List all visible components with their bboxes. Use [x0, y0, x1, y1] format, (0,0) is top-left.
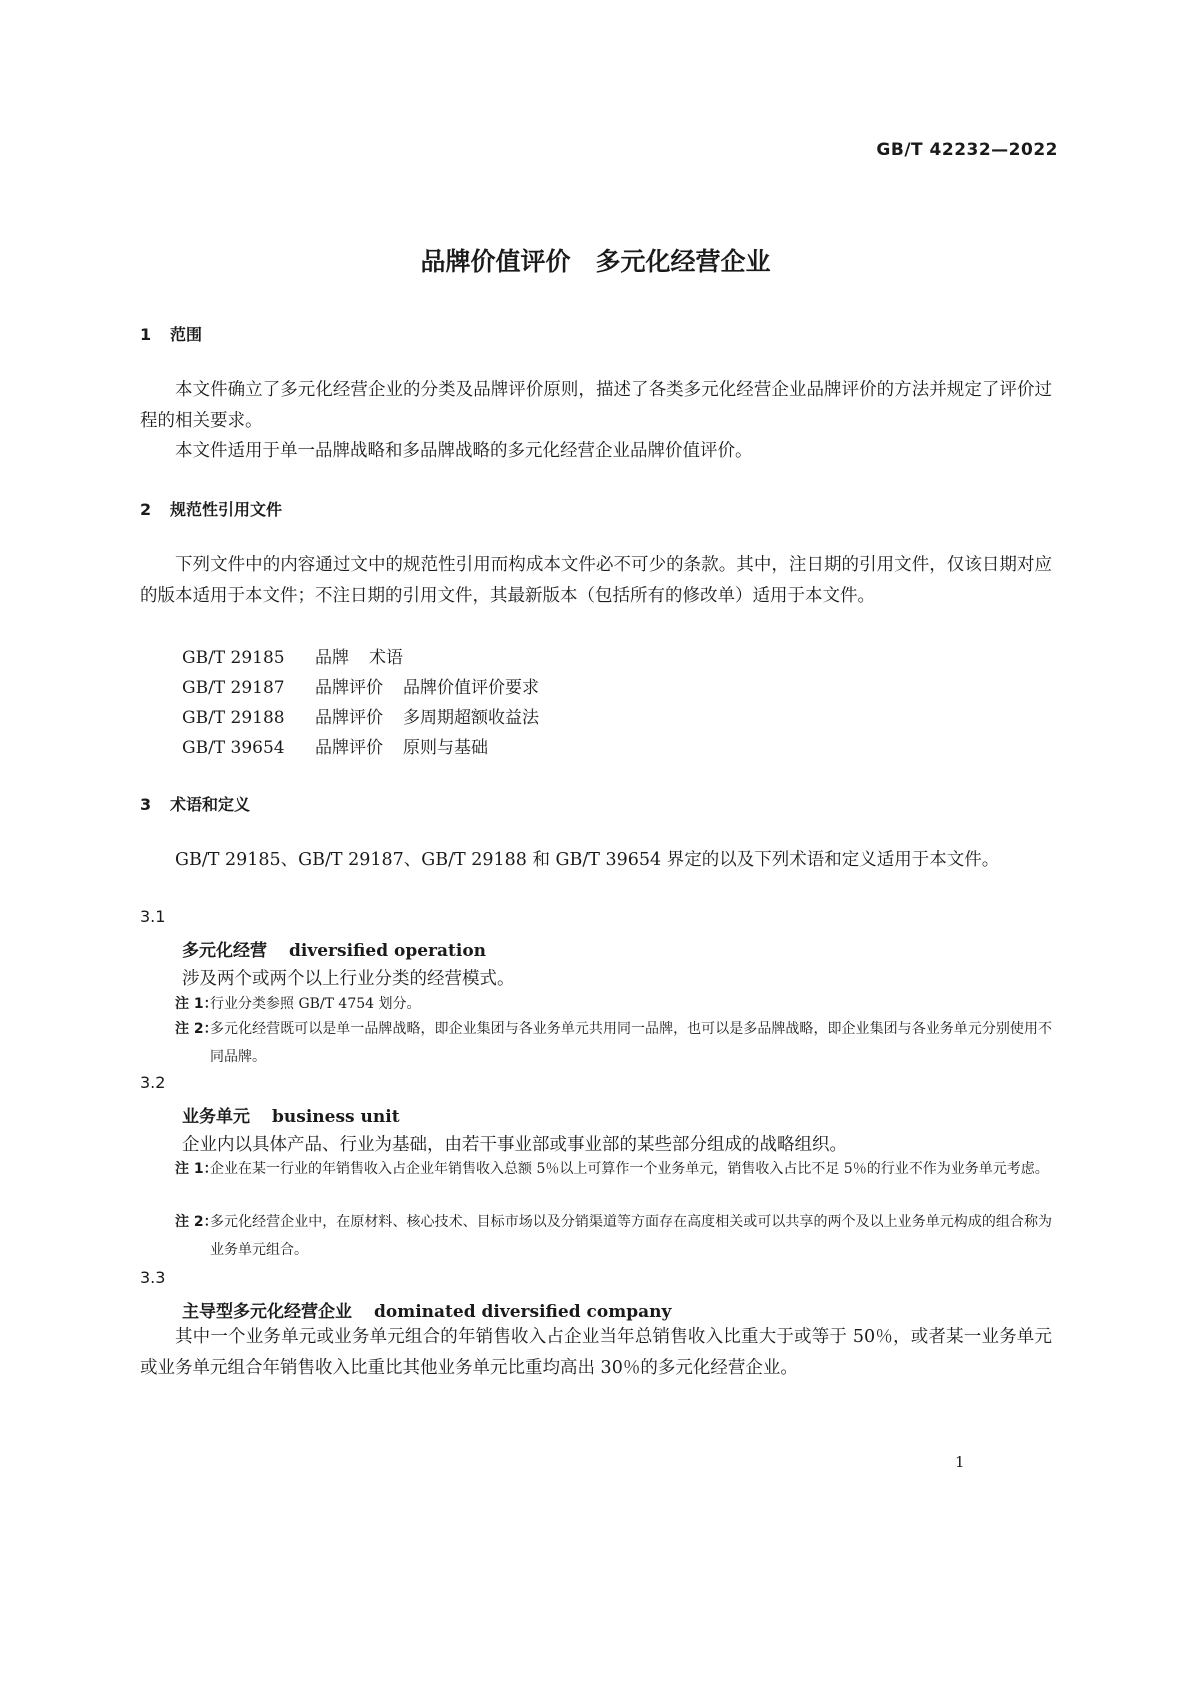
section-title: 术语和定义	[170, 795, 251, 814]
section-2-paragraph: 下列文件中的内容通过文中的规范性引用而构成本文件必不可少的条款。其中，注日期的引用文件，仅该日期对应的版本适用于本文件；不注日期的引用文件，其最新版本（包括所有的修改单）适用于本文件。	[140, 555, 1052, 606]
section-1-paragraph-2: 本文件适用于单一品牌战略和多品牌战略的多元化经营企业品牌价值评价。	[175, 441, 753, 461]
note-text: 多元化经营企业中，在原材料、核心技术、目标市场以及分销渠道等方面存在高度相关或可以共享的两个及以上业务单元构成的组合称为业务单元组合。	[210, 1214, 1052, 1258]
reference-code: GB/T 29187	[182, 678, 285, 698]
standard-number: GB/T 42232—2022	[876, 140, 1058, 160]
term-chinese: 业务单元	[182, 1107, 250, 1127]
reference-part1: 品牌评价	[315, 738, 383, 758]
clause-number: 3.1	[140, 907, 166, 926]
section-title: 规范性引用文件	[170, 500, 283, 519]
reference-item	[182, 703, 539, 728]
term-heading	[182, 1297, 671, 1322]
term-english: dominated diversified company	[374, 1302, 672, 1322]
section-1-paragraph-1: 本文件确立了多元化经营企业的分类及品牌评价原则，描述了各类多元化经营企业品牌评价的方法并规定了评价过程的相关要求。	[140, 380, 1052, 431]
section-3-heading	[140, 792, 250, 815]
reference-part2: 多周期超额收益法	[403, 708, 539, 728]
reference-code: GB/T 39654	[182, 738, 285, 758]
note-label: 注 1：	[175, 1161, 218, 1177]
section-number: 1	[140, 325, 152, 344]
section-title: 范围	[170, 325, 203, 344]
note	[175, 990, 1052, 1018]
term-definition: 企业内以具体产品、行业为基础，由若干事业部或事业部的某些部分组成的战略组织。	[182, 1135, 847, 1155]
term-heading	[182, 1102, 400, 1127]
term-chinese: 多元化经营	[182, 941, 267, 961]
term-definition: 涉及两个或两个以上行业分类的经营模式。	[182, 969, 515, 989]
note-label: 注 2：	[175, 1214, 218, 1230]
note-text: 多元化经营既可以是单一品牌战略，即企业集团与各业务单元共用同一品牌，也可以是多品牌战略，即企业集团与各业务单元分别使用不同品牌。	[210, 1021, 1052, 1065]
clause-number: 3.3	[140, 1268, 166, 1287]
reference-part1: 品牌评价	[315, 708, 383, 728]
term-definition: 其中一个业务单元或业务单元组合的年销售收入占企业当年总销售收入比重大于或等于 50％，或者某一业务单元或业务单元组合年销售收入比重比其他业务单元比重均高出 30％的多元化经营企业。	[140, 1327, 1052, 1378]
term-english: business unit	[272, 1107, 400, 1127]
note	[175, 1208, 1052, 1264]
note-label: 注 2：	[175, 1021, 218, 1037]
reference-part2: 术语	[369, 648, 403, 668]
reference-part2: 原则与基础	[403, 738, 488, 758]
section-2-heading	[140, 497, 282, 520]
term-heading	[182, 936, 486, 961]
note	[175, 1155, 1052, 1183]
term-english: diversified operation	[289, 941, 487, 961]
section-number: 3	[140, 795, 152, 814]
note-label: 注 1：	[175, 996, 218, 1012]
page-number: 1	[955, 1453, 965, 1471]
document-title: 品牌价值评价 多元化经营企业	[420, 247, 771, 276]
term-chinese: 主导型多元化经营企业	[182, 1302, 352, 1322]
reference-item	[182, 643, 403, 668]
reference-item	[182, 733, 488, 758]
reference-code: GB/T 29188	[182, 708, 285, 728]
reference-part1: 品牌	[315, 648, 349, 668]
section-3-paragraph: GB/T 29185、GB/T 29187、GB/T 29188 和 GB/T 39654 界定的以及下列术语和定义适用于本文件。	[175, 850, 1000, 870]
section-1-heading	[140, 322, 202, 345]
section-number: 2	[140, 500, 152, 519]
note	[175, 1015, 1052, 1071]
reference-part1: 品牌评价	[315, 678, 383, 698]
reference-item	[182, 673, 539, 698]
reference-part2: 品牌价值评价要求	[403, 678, 539, 698]
clause-number: 3.2	[140, 1073, 166, 1092]
reference-code: GB/T 29185	[182, 648, 285, 668]
note-text: 企业在某一行业的年销售收入占企业年销售收入总额 5％以上可算作一个业务单元，销售收入占比不足 5％的行业不作为业务单元考虑。	[210, 1161, 1049, 1177]
note-text: 行业分类参照 GB/T 4754 划分。	[210, 996, 421, 1012]
